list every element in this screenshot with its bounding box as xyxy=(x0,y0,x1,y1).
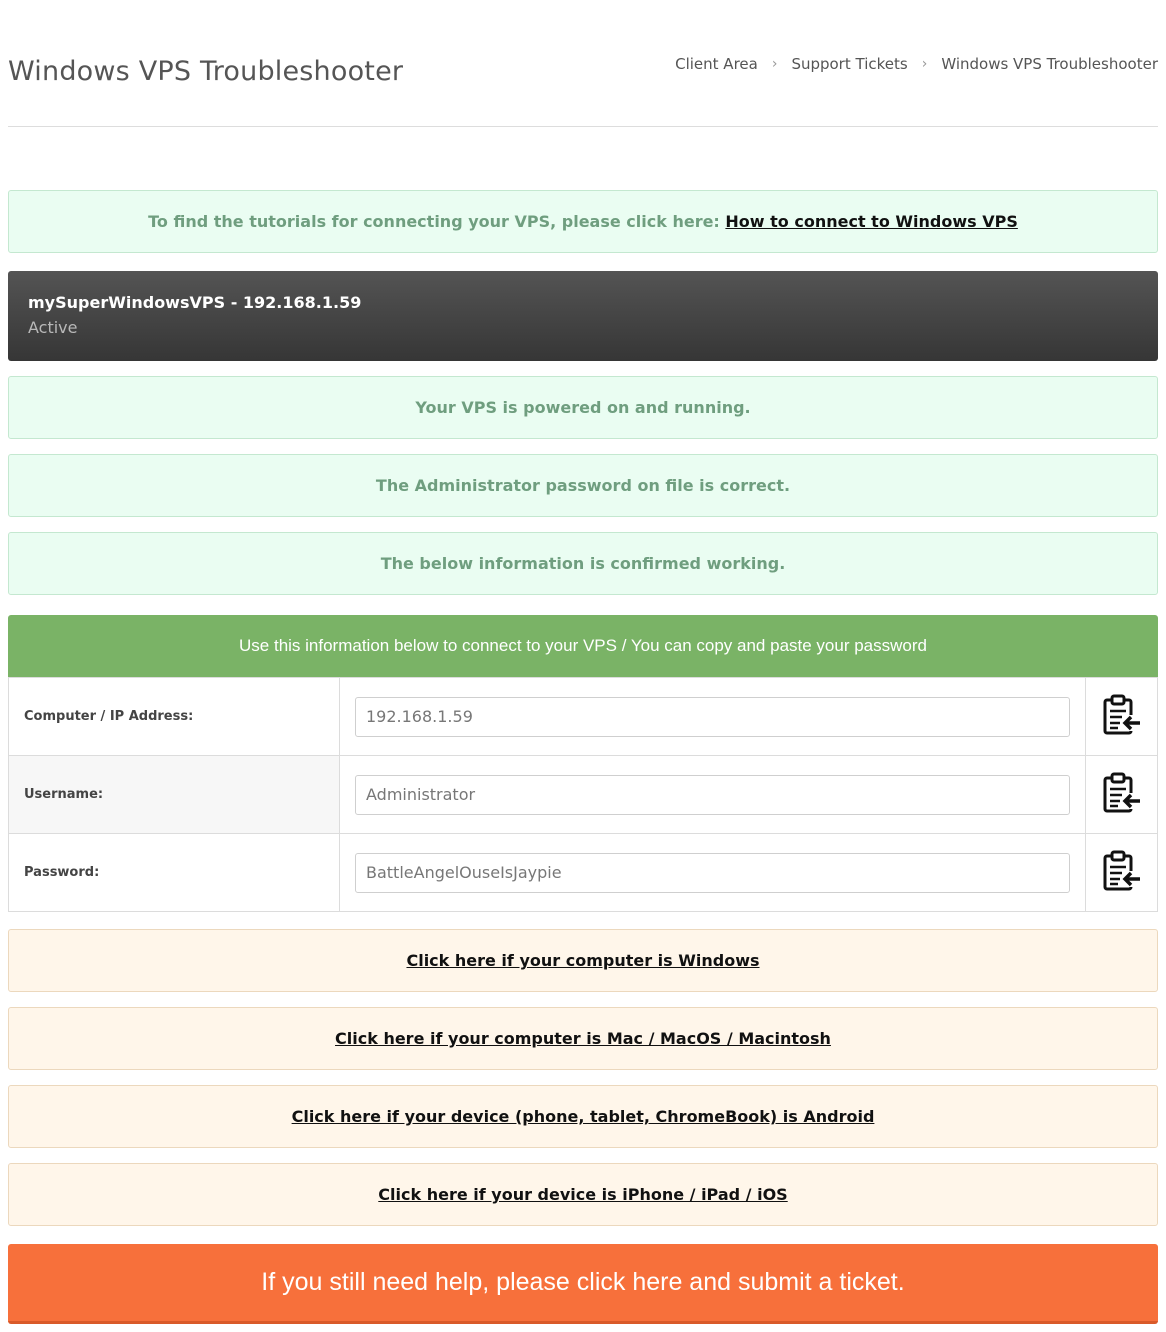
vps-header xyxy=(8,271,1158,361)
password-field[interactable] xyxy=(355,853,1070,893)
breadcrumb-client-area[interactable]: Client Area xyxy=(675,55,758,73)
breadcrumb-separator-icon: › xyxy=(771,56,778,72)
connection-panel xyxy=(8,615,1158,912)
device-link-box-mac xyxy=(8,1007,1158,1070)
ios-instructions-link[interactable]: Click here if your device is iPhone / iPad / iOS xyxy=(378,1185,788,1204)
breadcrumb-separator-icon: › xyxy=(921,56,928,72)
ip-address-label: Computer / IP Address: xyxy=(9,678,340,756)
breadcrumb xyxy=(675,55,1158,73)
android-instructions-link[interactable]: Click here if your device (phone, tablet, ChromeBook) is Android xyxy=(291,1107,875,1126)
device-link-box-android xyxy=(8,1085,1158,1148)
vps-status: Active xyxy=(28,318,78,337)
clipboard-paste-icon xyxy=(1102,771,1142,815)
tutorial-notice-text: To find the tutorials for connecting your VPS, please click here: xyxy=(148,212,720,231)
page-title: Windows VPS Troubleshooter xyxy=(8,56,404,87)
breadcrumb-support-tickets[interactable]: Support Tickets xyxy=(791,55,908,73)
clipboard-paste-icon xyxy=(1102,849,1142,893)
check-powered-on xyxy=(8,376,1158,439)
clipboard-paste-icon xyxy=(1102,693,1142,737)
check-password-correct xyxy=(8,454,1158,517)
username-label: Username: xyxy=(9,756,340,834)
ip-address-field[interactable] xyxy=(355,697,1070,737)
mac-instructions-link[interactable]: Click here if your computer is Mac / MacOS / Macintosh xyxy=(335,1029,831,1048)
table-row xyxy=(9,756,1158,834)
table-row xyxy=(9,678,1158,756)
header-divider xyxy=(8,126,1158,127)
password-label: Password: xyxy=(9,834,340,912)
breadcrumb-current: Windows VPS Troubleshooter xyxy=(941,55,1158,73)
submit-ticket-button[interactable]: If you still need help, please click here and submit a ticket. xyxy=(8,1244,1158,1324)
copy-ip-button[interactable] xyxy=(1102,693,1142,741)
tutorial-link[interactable]: How to connect to Windows VPS xyxy=(725,212,1018,231)
table-row xyxy=(9,834,1158,912)
check-text: Your VPS is powered on and running. xyxy=(415,398,751,417)
check-info-confirmed xyxy=(8,532,1158,595)
connection-panel-heading: Use this information below to connect to your VPS / You can copy and paste your password xyxy=(8,615,1158,677)
tutorial-notice xyxy=(8,190,1158,253)
connection-table xyxy=(8,677,1158,912)
username-field[interactable] xyxy=(355,775,1070,815)
device-link-box-windows xyxy=(8,929,1158,992)
check-text: The Administrator password on file is correct. xyxy=(375,476,791,495)
copy-password-button[interactable] xyxy=(1102,849,1142,897)
copy-username-button[interactable] xyxy=(1102,771,1142,819)
device-link-box-ios xyxy=(8,1163,1158,1226)
vps-name: mySuperWindowsVPS - 192.168.1.59 xyxy=(28,293,362,312)
check-text: The below information is confirmed working. xyxy=(380,554,786,573)
windows-instructions-link[interactable]: Click here if your computer is Windows xyxy=(406,951,760,970)
